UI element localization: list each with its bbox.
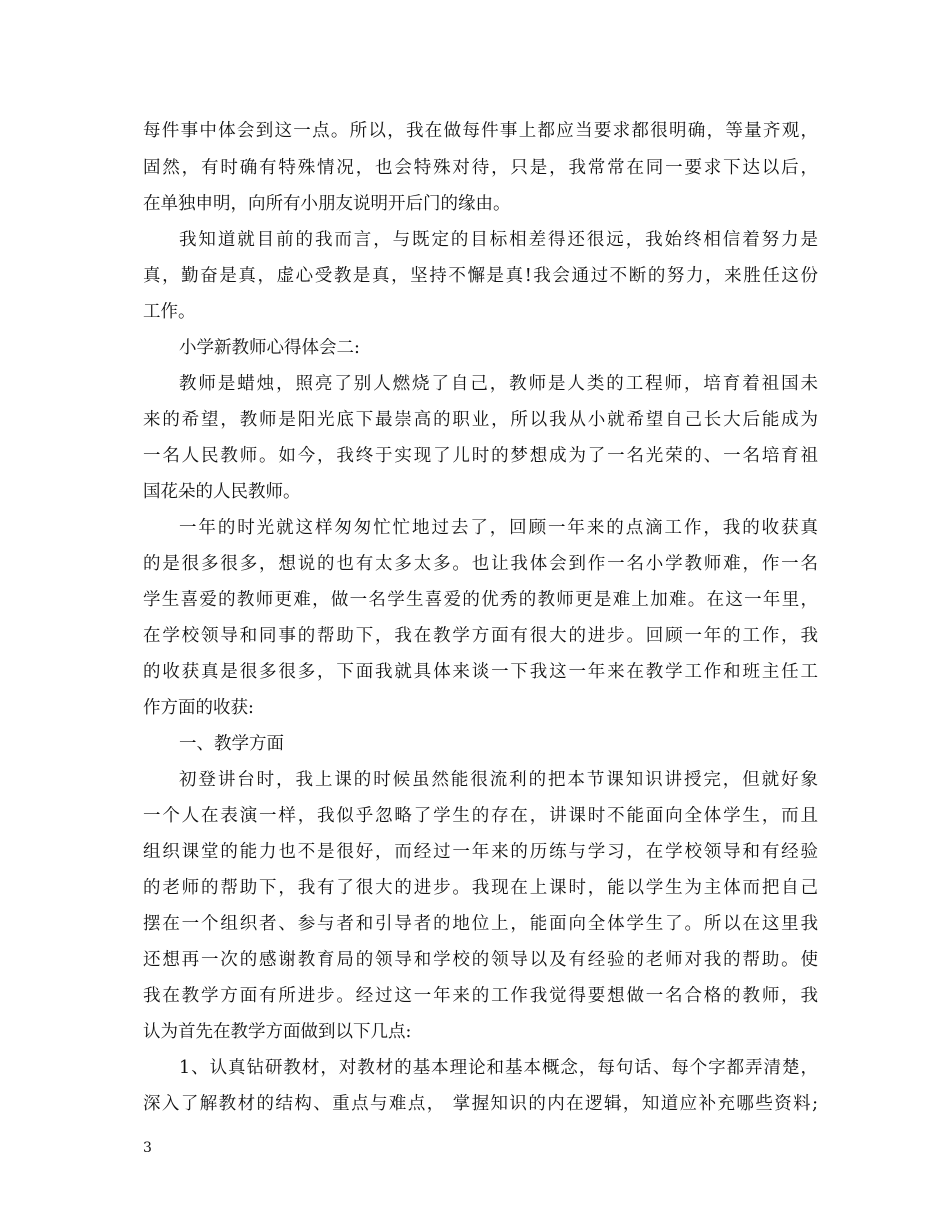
- text-line: 我在教学方面有所进步。经过这一年来的工作我觉得要想做一名合格的教师，我: [143, 986, 818, 1006]
- text-line: 还想再一次的感谢教育局的领导和学校的领导以及有经验的老师对我的帮助。使: [143, 950, 818, 970]
- text-line: 真，勤奋是真，虚心受教是真，坚持不懈是真!我会通过不断的努力，来胜任这份: [143, 266, 818, 286]
- text-line: 认为首先在教学方面做到以下几点:: [143, 1022, 412, 1042]
- text-line: 的是很多很多，想说的也有太多太多。也让我体会到作一名小学教师难，作一名: [143, 554, 818, 574]
- section-heading: 小学新教师心得体会二:: [179, 338, 360, 358]
- text-line: 教师是蜡烛，照亮了别人燃烧了自己，教师是人类的工程师，培育着祖国未: [179, 374, 818, 394]
- text-line: 深入了解教材的结构、重点与难点， 掌握知识的内在逻辑，知道应补充哪些资料;: [143, 1094, 818, 1114]
- text-line: 工作。: [143, 302, 196, 322]
- text-line: 初登讲台时，我上课的时候虽然能很流利的把本节课知识讲授完，但就好象: [179, 770, 818, 790]
- text-line: 1、认真钻研教材，对教材的基本理论和基本概念，每句话、每个字都弄清楚，: [179, 1058, 818, 1078]
- text-line: 在学校领导和同事的帮助下，我在教学方面有很大的进步。回顾一年的工作，我: [143, 626, 818, 646]
- text-line: 一个人在表演一样，我似乎忽略了学生的存在，讲课时不能面向全体学生，而且: [143, 806, 818, 826]
- text-line: 每件事中体会到这一点。所以，我在做每件事上都应当要求都很明确，等量齐观，: [143, 121, 818, 141]
- text-line: 在单独申明，向所有小朋友说明开后门的缘由。: [143, 194, 511, 214]
- text-line: 来的希望，教师是阳光底下最崇高的职业，所以我从小就希望自己长大后能成为: [143, 410, 818, 430]
- text-line: 我知道就目前的我而言，与既定的目标相差得还很远，我始终相信着努力是: [179, 230, 818, 250]
- text-line: 摆在一个组织者、参与者和引导者的地位上，能面向全体学生了。所以在这里我: [143, 914, 818, 934]
- section-heading: 一、教学方面: [179, 734, 284, 754]
- text-line: 组织课堂的能力也不是很好，而经过一年来的历练与学习，在学校领导和有经验: [143, 842, 818, 862]
- text-line: 作方面的收获:: [143, 698, 254, 718]
- text-line: 的老师的帮助下，我有了很大的进步。我现在上课时，能以学生为主体而把自己: [143, 878, 818, 898]
- text-line: 的收获真是很多很多，下面我就具体来谈一下我这一年来在教学工作和班主任工: [143, 662, 818, 682]
- text-line: 学生喜爱的教师更难，做一名学生喜爱的优秀的教师更是难上加难。在这一年里，: [143, 590, 818, 610]
- text-line: 一名人民教师。如今，我终于实现了儿时的梦想成为了一名光荣的、一名培育祖: [143, 446, 818, 466]
- text-line: 固然，有时确有特殊情况，也会特殊对待，只是，我常常在同一要求下达以后，: [143, 158, 818, 178]
- text-line: 一年的时光就这样匆匆忙忙地过去了，回顾一年来的点滴工作，我的收获真: [179, 518, 818, 538]
- page-number: 3: [143, 1140, 152, 1156]
- text-line: 国花朵的人民教师。: [143, 482, 301, 502]
